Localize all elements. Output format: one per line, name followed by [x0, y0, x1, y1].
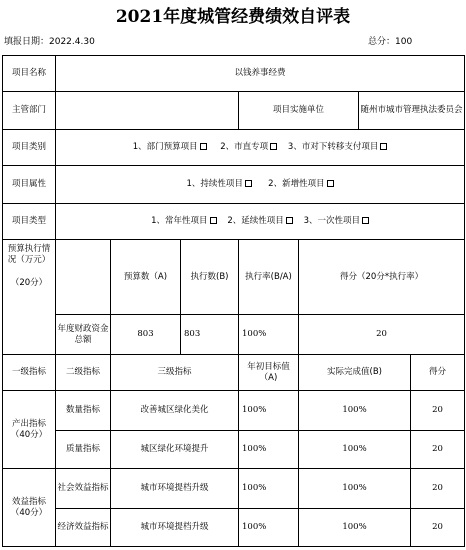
category-label: 项目类别: [3, 130, 56, 166]
attribute-option-2: 2、新增性项目: [268, 179, 325, 189]
indicator-target: 100%: [239, 509, 299, 547]
type-option-2: 2、延续性项目: [227, 216, 284, 226]
rate-value: 100%: [239, 315, 299, 355]
header-level2: 二级指标: [56, 355, 111, 391]
project-name-label: 项目名称: [3, 56, 56, 92]
budget-col-score: 得分（20分*执行率）: [299, 240, 465, 315]
row-budget-header: [3, 240, 465, 315]
group-output: 产出指标（40分）: [3, 391, 56, 469]
row-attribute: [3, 166, 465, 204]
dept-label: 主管部门: [3, 92, 56, 130]
checkbox-icon: [245, 180, 252, 187]
budget-score-label: （20分）: [10, 278, 48, 288]
page-title: 2021年度城管经费绩效自评表: [115, 7, 351, 27]
header-target: 年初目标值（A): [239, 355, 299, 391]
row-indicator-header: [3, 355, 465, 391]
fill-date: 填报日期：2022.4.30: [4, 37, 95, 47]
checkbox-icon: [270, 143, 277, 150]
indicator-score: 20: [411, 431, 465, 469]
indicator-score: 20: [411, 391, 465, 431]
indicator-target: 100%: [239, 431, 299, 469]
indicator-level2: 质量指标: [56, 431, 111, 469]
exec-value: 803: [181, 315, 239, 355]
impl-unit-label: 项目实施单位: [239, 92, 359, 130]
indicator-row: [3, 509, 465, 547]
indicator-level3: 城区绿化环境提升: [111, 431, 239, 469]
indicator-score: 20: [411, 509, 465, 547]
header-actual: 实际完成值(B): [299, 355, 411, 391]
indicator-row: [3, 391, 465, 431]
attribute-option-1: 1、持续性项目: [186, 179, 243, 189]
indicator-row: [3, 431, 465, 469]
budget-col-budget: 预算数（A): [111, 240, 181, 315]
indicator-target: 100%: [239, 469, 299, 509]
indicator-level2: 社会效益指标: [56, 469, 111, 509]
indicator-level2: 经济效益指标: [56, 509, 111, 547]
attribute-label: 项目属性: [3, 166, 56, 204]
dept-value: [56, 92, 239, 130]
indicator-level2: 数量指标: [56, 391, 111, 431]
budget-score-value: 20: [299, 315, 465, 355]
indicator-target: 100%: [239, 391, 299, 431]
row-department: [3, 92, 465, 130]
attribute-options: [56, 166, 465, 204]
header-level1: 一级指标: [3, 355, 56, 391]
budget-label-cell: [3, 240, 56, 355]
checkbox-icon: [362, 217, 369, 224]
indicator-row: [3, 469, 465, 509]
budget-col-exec: 执行数(B): [181, 240, 239, 315]
indicator-level3: 改善城区绿化美化: [111, 391, 239, 431]
checkbox-icon: [210, 217, 217, 224]
category-options: [56, 130, 465, 166]
type-option-1: 1、常年性项目: [151, 216, 208, 226]
header-score: 得分: [411, 355, 465, 391]
indicator-actual: 100%: [299, 469, 411, 509]
row-category: [3, 130, 465, 166]
budget-col-rate: 执行率(B/A): [239, 240, 299, 315]
indicator-actual: 100%: [299, 431, 411, 469]
budget-header-empty: [56, 240, 111, 315]
row-type: [3, 204, 465, 240]
type-option-3: 3、一次性项目: [303, 216, 360, 226]
header-level3: 三级指标: [111, 355, 239, 391]
budget-value: 803: [111, 315, 181, 355]
category-option-3: 3、市对下转移支付项目: [287, 142, 379, 152]
checkbox-icon: [200, 143, 207, 150]
row-project-name: [3, 56, 465, 92]
impl-unit-value: 随州市城市管理执法委员会: [359, 92, 465, 130]
indicator-level3: 城市环境提档升级: [111, 509, 239, 547]
total-score: 总分：100: [368, 37, 413, 47]
project-name-value: 以钱养事经费: [56, 56, 465, 92]
budget-label: 预算执行情况（万元）: [7, 244, 51, 265]
row-budget-values: [3, 315, 465, 355]
category-option-1: 1、部门预算项目: [132, 142, 198, 152]
indicator-actual: 100%: [299, 509, 411, 547]
evaluation-table: [2, 55, 465, 547]
checkbox-icon: [286, 217, 293, 224]
type-label: 项目类型: [3, 204, 56, 240]
indicator-score: 20: [411, 469, 465, 509]
type-options: [56, 204, 465, 240]
category-option-2: 2、市直专项: [220, 142, 269, 152]
budget-row-label: 年度财政资金总额: [56, 315, 111, 355]
checkbox-icon: [380, 143, 387, 150]
group-effect: 效益指标（40分）: [3, 469, 56, 547]
checkbox-icon: [327, 180, 334, 187]
indicator-actual: 100%: [299, 391, 411, 431]
indicator-level3: 城市环境提档升级: [111, 469, 239, 509]
